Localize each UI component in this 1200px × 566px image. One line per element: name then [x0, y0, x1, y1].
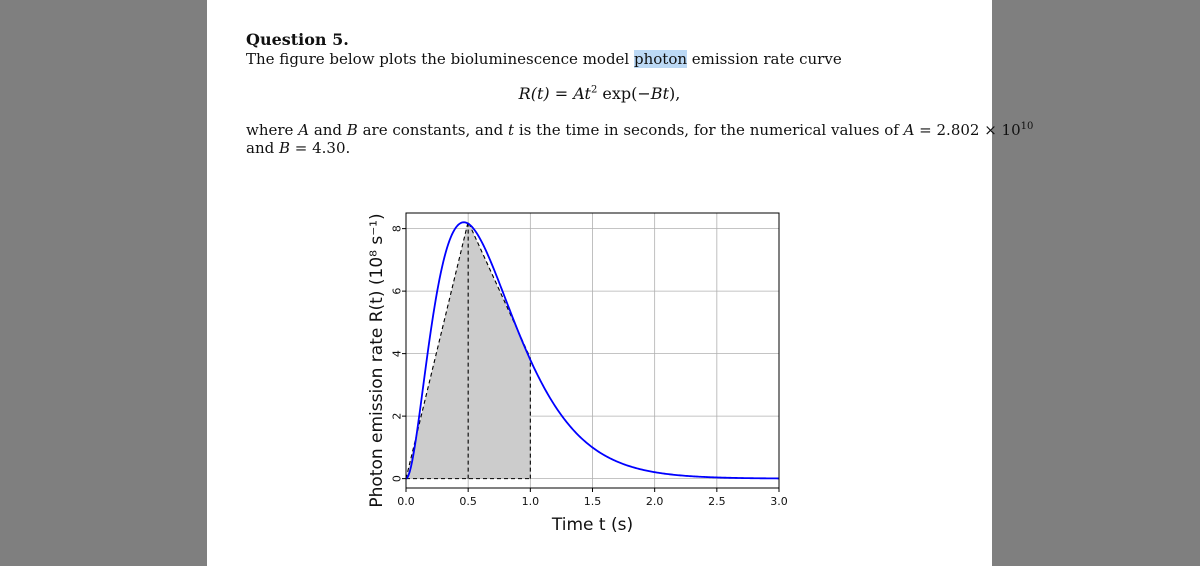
x-axis-label: Time t (s): [551, 515, 634, 535]
x-tick-label: 1.5: [583, 495, 602, 508]
symbol-A-value: A: [903, 121, 915, 139]
x-tick-label: 2.0: [645, 495, 664, 508]
trapezoid-shading: [406, 222, 530, 479]
y-tick-label: 8: [390, 225, 404, 233]
symbol-A: A: [298, 121, 310, 139]
eq-equals: =: [549, 84, 574, 103]
emission-rate-chart: [207, 0, 992, 566]
x-tick-label: 2.5: [708, 495, 726, 508]
text-constants: are constants, and: [357, 121, 509, 139]
y-tick-label: 4: [390, 350, 404, 358]
a-value: = 2.802 × 10: [914, 121, 1021, 139]
a-exponent: 10: [1020, 121, 1034, 132]
text-and: and: [309, 121, 347, 139]
x-tick-label: 1.0: [521, 495, 540, 508]
eq-close: ),: [669, 84, 681, 103]
y-tick-label: 0: [390, 475, 404, 483]
highlighted-word: photon: [634, 50, 688, 68]
symbol-t: t: [508, 121, 515, 139]
x-tick-label: 0.0: [397, 495, 415, 508]
symbol-B: B: [346, 121, 358, 139]
eq-t-exponent: 2: [590, 84, 598, 96]
question-title: Question 5.: [246, 30, 349, 49]
y-tick-label: 2: [390, 412, 404, 420]
y-axis-label: Photon emission rate R(t) (10⁸ s⁻¹): [367, 213, 387, 508]
eq-lhs: R(t): [518, 84, 550, 103]
x-tick-label: 0.5: [459, 495, 477, 508]
y-tick-label: 6: [390, 287, 404, 295]
intro-text-end: emission rate curve: [687, 50, 842, 68]
document-page: [207, 0, 1034, 566]
text-where: where: [246, 121, 299, 139]
eq-t: t: [584, 84, 591, 103]
eq-B: B: [650, 84, 663, 103]
text-and-start: and: [246, 139, 279, 157]
eq-exp: exp(−: [602, 84, 651, 103]
x-tick-label: 3.0: [770, 495, 788, 508]
text-time: is the time in seconds, for the numerical values of: [514, 121, 904, 139]
intro-text-start: The figure below plots the bioluminescence model: [246, 50, 634, 68]
b-value: = 4.30.: [290, 139, 351, 157]
eq-A: A: [573, 84, 585, 103]
eq-t2: t: [662, 84, 669, 103]
symbol-B-value: B: [278, 139, 291, 157]
